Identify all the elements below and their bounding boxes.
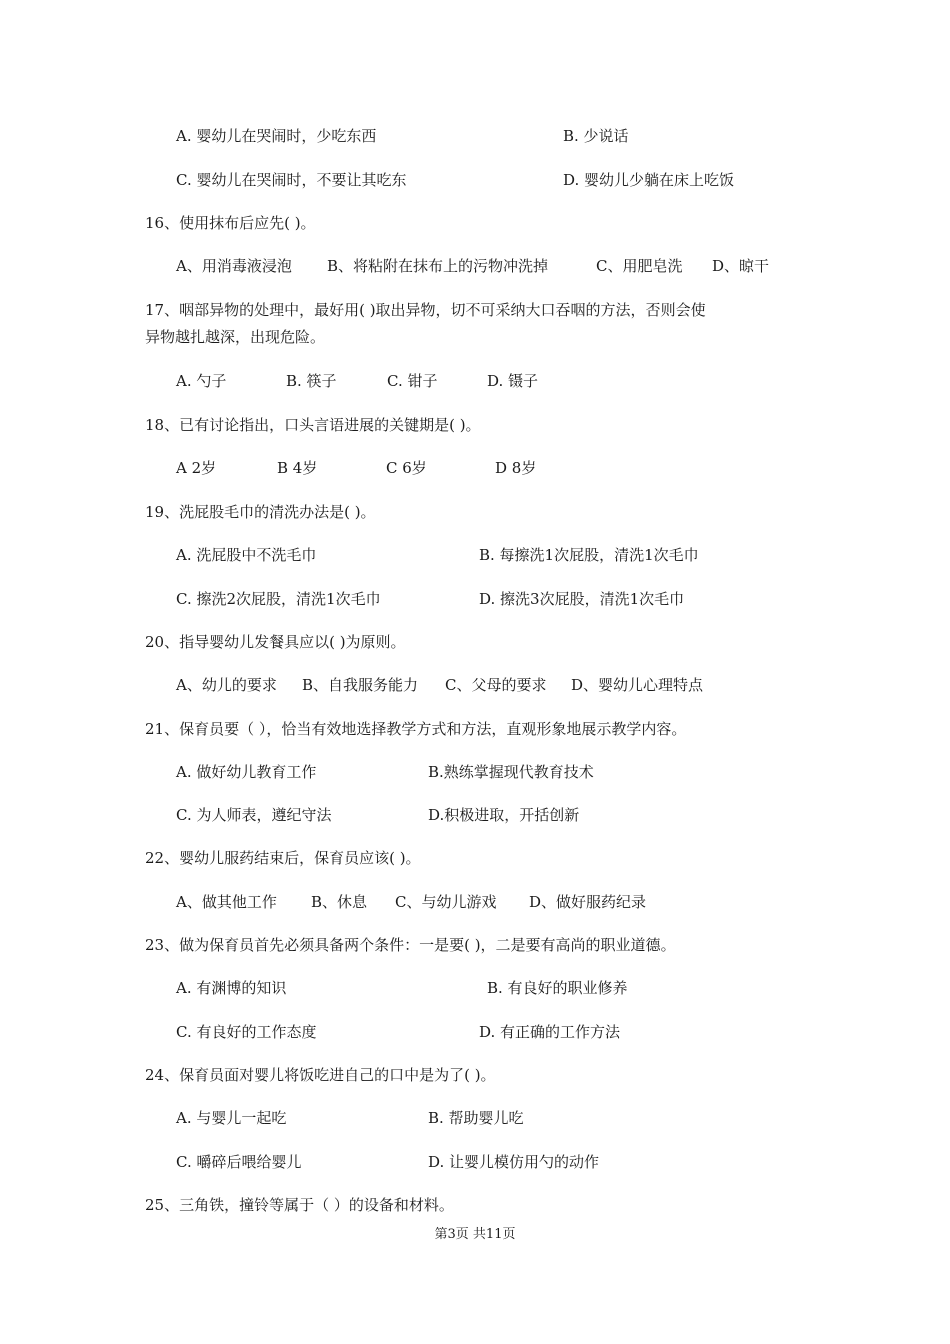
q15-option-a[interactable]: A. 婴幼儿在哭闹时，少吃东西: [176, 127, 377, 145]
q16-option-a[interactable]: A、用消毒液浸泡: [176, 257, 292, 275]
q19-option-c[interactable]: C. 擦洗2次屁股，清洗1次毛巾: [176, 590, 381, 608]
q20-option-b[interactable]: B、自我服务能力: [302, 676, 419, 694]
q18-option-d[interactable]: D 8岁: [495, 459, 537, 477]
q17-option-a[interactable]: A. 勺子: [176, 372, 227, 390]
q17-stem-line-2: 异物越扎越深，出现危险。: [145, 328, 326, 346]
q16-stem: 16、使用抹布后应先( )。: [145, 214, 316, 232]
q18-option-b[interactable]: B 4岁: [277, 459, 318, 477]
q23-option-d[interactable]: D. 有正确的工作方法: [479, 1023, 621, 1041]
q20-option-d[interactable]: D、婴幼儿心理特点: [571, 676, 704, 694]
q18-option-c[interactable]: C 6岁: [386, 459, 427, 477]
q21-option-d[interactable]: D.积极进取，开括创新: [428, 806, 580, 824]
q24-option-b[interactable]: B. 帮助婴儿吃: [428, 1109, 524, 1127]
q23-option-a[interactable]: A. 有渊博的知识: [176, 979, 287, 997]
q22-option-c[interactable]: C、与幼儿游戏: [395, 893, 497, 911]
q16-option-d[interactable]: D、晾干: [712, 257, 770, 275]
q15-option-c[interactable]: C. 婴幼儿在哭闹时，不要让其吃东: [176, 171, 407, 189]
q22-option-d[interactable]: D、做好服药纪录: [529, 893, 647, 911]
q24-stem: 24、保育员面对婴儿将饭吃进自己的口中是为了( )。: [145, 1066, 496, 1084]
q17-option-b[interactable]: B. 筷子: [286, 372, 337, 390]
q21-option-b[interactable]: B.熟练掌握现代教育技术: [428, 763, 594, 781]
q21-option-a[interactable]: A. 做好幼儿教育工作: [176, 763, 317, 781]
q23-stem: 23、做为保育员首先必须具备两个条件：一是要( )，二是要有高尚的职业道德。: [145, 936, 676, 954]
q19-option-d[interactable]: D. 擦洗3次屁股，清洗1次毛巾: [479, 590, 685, 608]
q21-stem: 21、保育员要（ ），恰当有效地选择教学方式和方法，直观形象地展示教学内容。: [145, 720, 687, 738]
q20-option-a[interactable]: A、幼儿的要求: [176, 676, 277, 694]
q19-option-b[interactable]: B. 每擦洗1次屁股，清洗1次毛巾: [479, 546, 699, 564]
q19-option-a[interactable]: A. 洗屁股中不洗毛巾: [176, 546, 317, 564]
q24-option-d[interactable]: D. 让婴儿模仿用勺的动作: [428, 1153, 600, 1171]
q22-option-a[interactable]: A、做其他工作: [176, 893, 277, 911]
page-number-footer: 第3页 共11页: [434, 1227, 516, 1242]
q15-option-d[interactable]: D. 婴幼儿少躺在床上吃饭: [563, 171, 735, 189]
q19-stem: 19、洗屁股毛巾的清洗办法是( )。: [145, 503, 376, 521]
q25-stem: 25、三角铁，撞铃等属于（ ）的设备和材料。: [145, 1196, 454, 1214]
q17-option-d[interactable]: D. 镊子: [487, 372, 539, 390]
q23-option-c[interactable]: C. 有良好的工作态度: [176, 1023, 317, 1041]
q21-option-c[interactable]: C. 为人师表，遵纪守法: [176, 806, 332, 824]
q20-stem: 20、指导婴幼儿发餐具应以( )为原则。: [145, 633, 406, 651]
q22-stem: 22、婴幼儿服药结束后，保育员应该( )。: [145, 849, 421, 867]
q20-option-c[interactable]: C、父母的要求: [445, 676, 547, 694]
q24-option-c[interactable]: C. 嚼碎后喂给婴儿: [176, 1153, 302, 1171]
q24-option-a[interactable]: A. 与婴儿一起吃: [176, 1109, 287, 1127]
q18-stem: 18、已有讨论指出，口头言语进展的关键期是( )。: [145, 416, 481, 434]
q18-option-a[interactable]: A 2岁: [176, 459, 217, 477]
q22-option-b[interactable]: B、休息: [311, 893, 368, 911]
q23-option-b[interactable]: B. 有良好的职业修养: [487, 979, 628, 997]
q17-option-c[interactable]: C. 钳子: [387, 372, 438, 390]
q16-option-c[interactable]: C、用肥皂洗: [596, 257, 683, 275]
q17-stem-line-1: 17、咽部异物的处理中，最好用( )取出异物，切不可采纳大口吞咽的方法，否则会使: [145, 301, 706, 319]
q15-option-b[interactable]: B. 少说话: [563, 127, 629, 145]
q16-option-b[interactable]: B、将粘附在抹布上的污物冲洗掉: [327, 257, 549, 275]
